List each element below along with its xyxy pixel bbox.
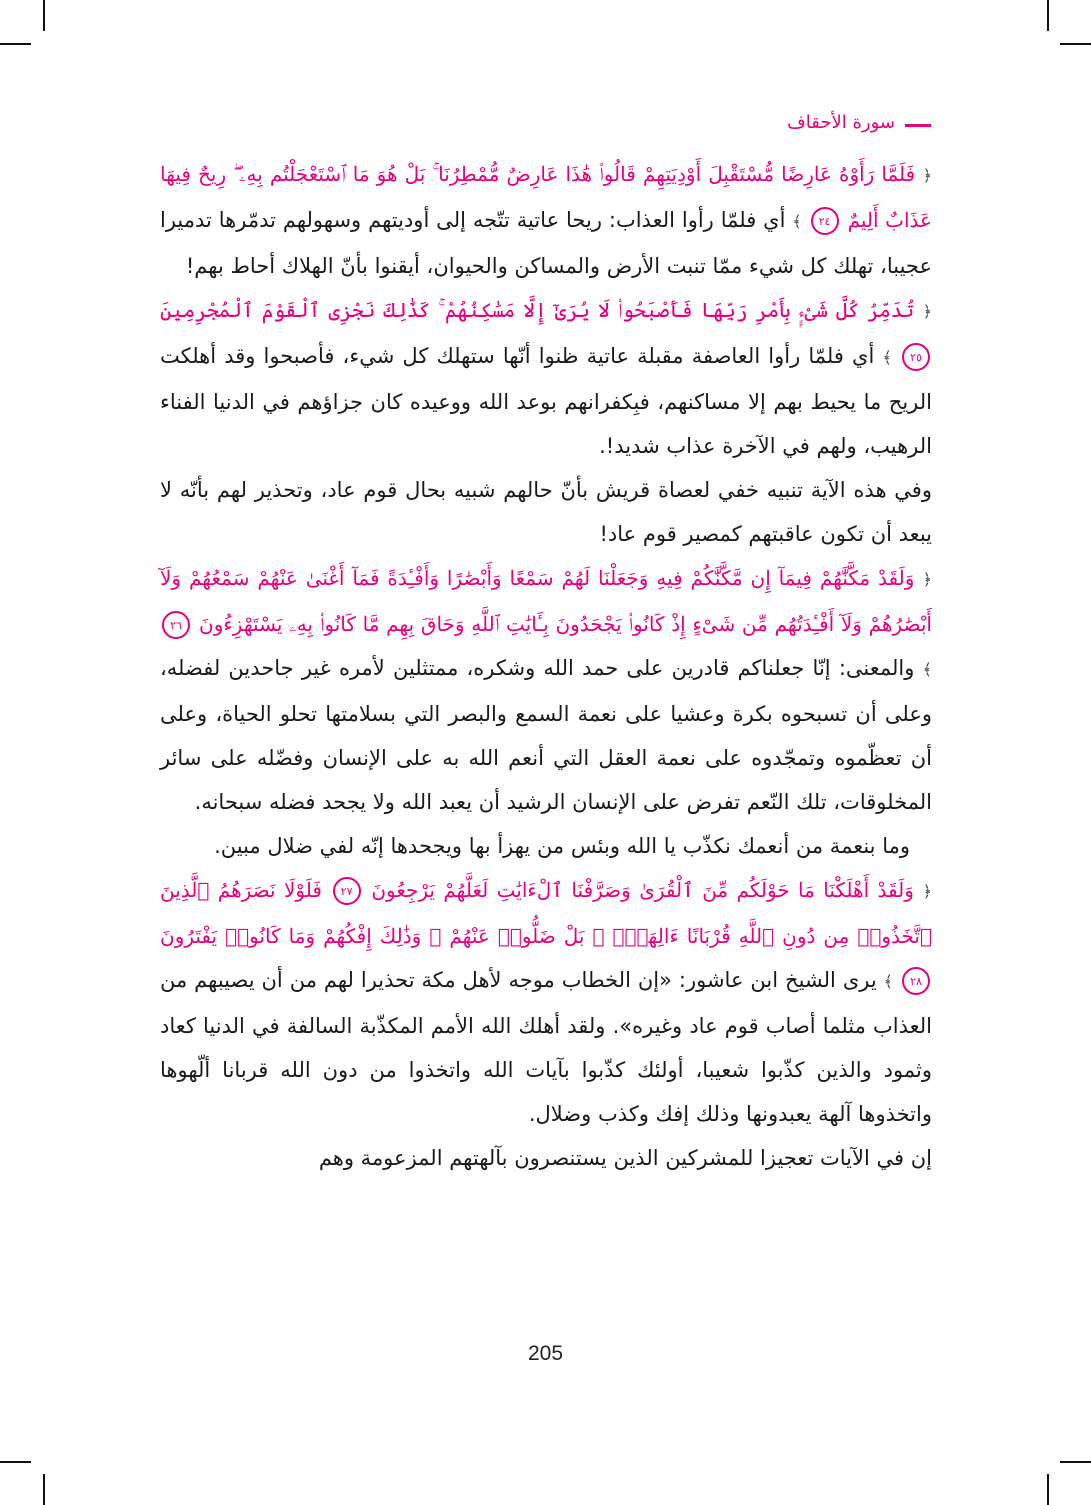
crop-mark-top-right-vertical bbox=[1047, 0, 1049, 31]
paragraph-ayah-25 bbox=[160, 288, 932, 468]
ayah-number-marker: ٢٨ bbox=[902, 967, 930, 995]
quran-verse: وَلَقَدْ أَهْلَكْنَا مَا حَوْلَكُم مِّنَ ٱلْقُرَىٰ وَصَرَّفْنَا ٱلْءَايَٰتِ لَعَلَّهُمْ يَرْجِعُونَ bbox=[371, 878, 914, 902]
quran-open-bracket: ﴿ bbox=[922, 166, 932, 185]
paragraph-blessings bbox=[160, 824, 932, 868]
ayah-number-marker: ٢٤ bbox=[811, 207, 839, 235]
commentary-text: وما بنعمة من أنعمك نكذّب يا الله وبئس من يهزأ بها ويجحدها إنّه لفي ضلال مبين. bbox=[214, 834, 910, 858]
quran-verse: تُدَمِّرُ كُلَّ شَىْءٍۭ بِأَمْرِ رَبِّهَا فَأَصْبَحُوا۟ لَا يُرَىٰٓ إِلَّا مَسَٰكِنُهُمْ ۚ كَذَٰلِكَ نَجْزِى ٱلْقَوْمَ ٱلْمُجْرِمِينَ bbox=[160, 298, 915, 322]
quran-close-bracket: ﴾ bbox=[922, 660, 933, 679]
commentary-text: إن في الآيات تعجيزا للمشركين الذين يستنصرون بآلهتهم المزعومة وهم bbox=[318, 1146, 932, 1170]
quran-verse: فَلَوْلَا نَصَرَهُمُ ٱلَّذِينَ ٱتَّخَذُوا۟ مِن دُونِ ٱللَّهِ قُرْبَانًا ءَالِهَةًۢ ۖ بَلْ ضَلُّوا۟ عَنْهُمْ ۚ وَذَٰلِكَ إِفْكُهُمْ وَمَا كَانُوا۟ يَفْتَرُونَ bbox=[160, 878, 932, 948]
quran-verse: وَلَقَدْ مَكَّنَّٰهُمْ فِيمَآ إِن مَّكَّنَّٰكُمْ فِيهِ وَجَعَلْنَا لَهُمْ سَمْعًا وَأَبْصَٰرًا وَأَفْـِٔدَةً فَمَآ أَغْنَىٰ عَنْهُمْ سَمْعُهُمْ وَلَآ أَبْصَٰرُهُمْ وَلَآ أَفْـِٔدَتُهُم مِّن شَىْءٍ إِذْ كَانُوا۟ يَجْحَدُونَ بِـَٔايَٰتِ ٱللَّهِ وَحَاقَ بِهِم مَّا كَانُوا۟ بِهِۦ يَسْتَهْزِءُونَ bbox=[160, 566, 932, 636]
crop-mark-bottom-right-vertical bbox=[1047, 1474, 1049, 1505]
quran-open-bracket: ﴿ bbox=[922, 882, 932, 901]
crop-mark-top-left-horizontal bbox=[0, 43, 31, 45]
paragraph-mushrikin bbox=[160, 1136, 932, 1180]
crop-mark-top-left-vertical bbox=[43, 0, 45, 31]
commentary-text: وفي هذه الآية تنبيه خفي لعصاة قريش بأنّ حالهم شبيه بحال قوم عاد، وتحذير لهم بأنّه لا يبعد أن تكون عاقبتهم كمصير قوم عاد! bbox=[160, 478, 932, 546]
quran-open-bracket: ﴿ bbox=[922, 570, 932, 589]
ayah-number-marker: ٢٧ bbox=[333, 877, 361, 905]
commentary-text: يرى الشيخ ابن عاشور: «إن الخطاب موجه لأهل مكة تحذيرا لهم من أن يصيبهم من العذاب مثلما أصاب قوم عاد وغيره». ولقد أهلك الله الأمم المكذّبة السالفة في الدنيا كعاد وثمود والذين كذّبوا شعيبا، أولئك كذّبوا بآيات الله واتخذوا من دون الله قربانا ألّهوها واتخذوها آلهة يعبدونها وذلك إفك وكذب وضلال. bbox=[160, 968, 932, 1126]
quran-open-bracket: ﴿ bbox=[922, 302, 932, 321]
quran-close-bracket: ﴾ bbox=[792, 212, 802, 231]
crop-mark-bottom-left-vertical bbox=[43, 1474, 45, 1505]
paragraph-ayah-24 bbox=[160, 152, 932, 288]
quran-verse: فَلَمَّا رَأَوْهُ عَارِضًا مُّسْتَقْبِلَ أَوْدِيَتِهِمْ قَالُوا۟ هَٰذَا عَارِضٌ مُّمْطِرُنَا ۚ بَلْ هُوَ مَا ٱسْتَعْجَلْتُم بِهِۦ ۖ رِيحٌ فِيهَا عَذَابٌ أَلِيمٌ bbox=[160, 162, 932, 232]
surah-title: سورة الأحقاف bbox=[787, 112, 895, 133]
crop-mark-bottom-left-horizontal bbox=[0, 1461, 31, 1463]
paragraph-ayah-27-28 bbox=[160, 868, 932, 1136]
commentary-text: أي فلمّا رأوا العذاب: ريحا عاتية تتّجه إلى أوديتهم وسهولهم تدمّرها تدميرا عجيبا، تهلك كل شيء ممّا تنبت الأرض والمساكن والحيوان، أيقنوا بأنّ الهلاك أحاط بهم! bbox=[160, 208, 932, 278]
quran-close-bracket: ﴾ bbox=[883, 972, 894, 991]
commentary-text: والمعنى: إنّا جعلناكم قادرين على حمد الله وشكره، ممتثلين لأمره غير جاحدين لفضله، وعلى أن تسبحوه بكرة وعشيا على نعمة السمع والبصر التي بسلامتها تحلو الحياة، وعلى أن تعظّموه وتمجّدوه على نعمة العقل التي أنعم الله به على الإنسان وفضّله على سائر المخلوقات، تلك النّعم تفرض على الإنسان الرشيد أن يعبد الله ولا يجحد فضله سبحانه. bbox=[160, 656, 932, 814]
page-number: 205 bbox=[527, 1342, 564, 1365]
running-header bbox=[787, 112, 931, 133]
quran-close-bracket: ﴾ bbox=[882, 348, 892, 367]
crop-mark-top-right-horizontal bbox=[1060, 43, 1091, 45]
ayah-number-marker: ٢٦ bbox=[162, 611, 190, 639]
commentary-text: أي فلمّا رأوا العاصفة مقبلة عاتية ظنوا أنّها ستهلك كل شيء، فأصبحوا وقد أهلكت الريح ما يحيط بهم إلا مساكنهم، فبِكفرانهم بوعد الله ووعيده كان جزاؤهم في الدنيا الفناء الرهيب، ولهم في الآخرة عذاب شديد!. bbox=[160, 344, 932, 458]
crop-mark-bottom-right-horizontal bbox=[1060, 1461, 1091, 1463]
paragraph-ayah-26 bbox=[160, 556, 932, 824]
header-rule bbox=[905, 124, 931, 127]
page-body bbox=[160, 152, 932, 1180]
paragraph-quraysh-warning bbox=[160, 468, 932, 556]
ayah-number-marker: ٢٥ bbox=[902, 343, 930, 371]
